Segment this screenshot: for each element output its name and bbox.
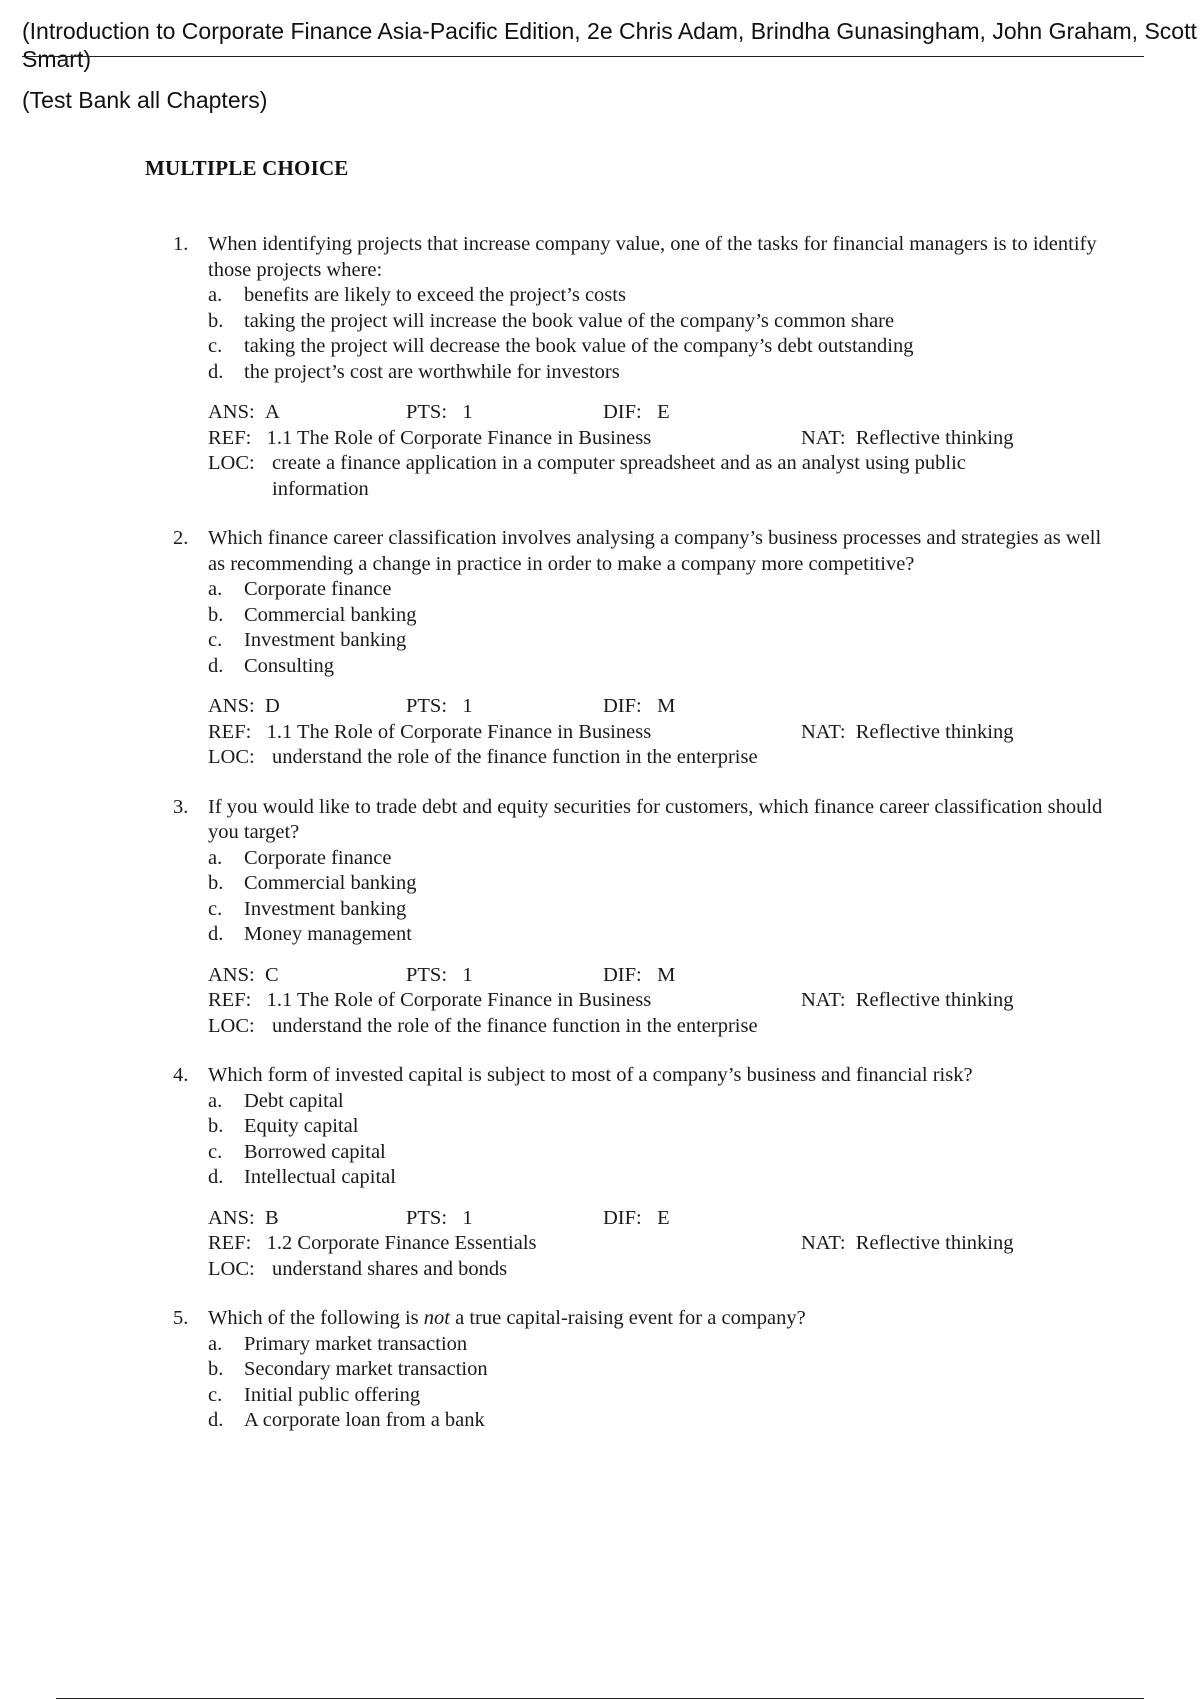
option-letter: d. [208,360,224,383]
option-letter: a. [208,1332,223,1355]
option-text: taking the project will decrease the book value of the company’s debt outstanding [244,335,914,357]
option-letter: d. [208,923,224,945]
option-letter: d. [208,1166,224,1188]
pts-label: PTS: [406,963,448,986]
loc-value: understand shares and bonds [272,1257,508,1280]
ref-label: REF: [208,989,252,1011]
option-letter: d. [208,1409,224,1431]
ans-label: ANS: [208,695,255,717]
option-text: Debt capital [244,1089,344,1112]
section-heading: MULTIPLE CHOICE [145,156,349,180]
meta-row-reference [208,1231,1080,1257]
option-letter: c. [208,1140,223,1163]
ans-value: A [264,401,280,423]
answer-option-a [208,283,1200,309]
question-number: 3. [173,795,189,818]
learning-objective [208,1014,1042,1040]
pts-label: PTS: [406,401,448,423]
national-standard [801,426,1014,452]
answer-option-c [208,1383,1200,1409]
loc-label: LOC: [208,1257,255,1280]
loc-value: create a finance application in a computer spreadsheet and as an analyst using public information [272,452,966,500]
answer-option-a [208,577,1200,603]
answer-option-a [208,1089,1200,1115]
pts-value: 1 [462,1206,473,1229]
question-number: 1. [173,233,189,255]
option-text: Borrowed capital [244,1140,386,1163]
question-3 [0,795,1200,1040]
meta-row-answer [208,963,1080,989]
answer-option-c [208,897,1200,923]
dif-label: DIF: [603,695,642,717]
answer-options [0,1089,1200,1191]
answer-option-d [208,360,1200,386]
reference [208,988,651,1014]
document-title: (Introduction to Corporate Finance Asia-Pacific Edition, 2e Chris Adam, Brindha Gunasingham, John Graham, Scott Smart) [22,18,1197,72]
nat-label: NAT: [801,426,846,449]
question-stem [0,232,1200,283]
meta-row-answer [208,1206,1080,1232]
answer-option-b [208,1357,1200,1383]
answer-options [0,283,1200,385]
ref-label: REF: [208,426,252,449]
answer-option-c [208,628,1200,654]
pts-label: PTS: [406,1206,448,1229]
answer-key [208,1206,279,1232]
option-letter: b. [208,872,224,894]
nat-value: Reflective thinking [855,989,1014,1011]
question-1 [0,232,1200,502]
footer-divider [56,1698,1144,1699]
question-list [0,232,1200,1458]
ans-value: B [264,1206,279,1229]
answer-option-a [208,846,1200,872]
ref-label: REF: [208,1232,252,1254]
question-text: When identifying projects that increase company value, one of the tasks for financial managers is to identify those projects where: [208,233,1097,281]
nat-value: Reflective thinking [855,1232,1014,1254]
answer-option-c [208,1140,1200,1166]
question-stem [0,526,1200,577]
loc-label: LOC: [208,1014,255,1037]
ans-label: ANS: [208,401,255,423]
answer-option-b [208,871,1200,897]
option-text: Commercial banking [244,872,417,894]
question-number: 2. [173,527,189,549]
loc-label: LOC: [208,746,255,768]
question-text: If you would like to trade debt and equity securities for customers, which finance career classification should you target? [208,795,1103,843]
answer-key [208,963,279,989]
dif-label: DIF: [603,1206,642,1229]
answer-options [0,846,1200,948]
reference [208,1231,537,1257]
answer-option-b [208,309,1200,335]
nat-value: Reflective thinking [855,720,1014,743]
nat-label: NAT: [801,989,846,1011]
nat-value: Reflective thinking [855,426,1014,449]
option-text: Money management [244,923,412,945]
dif-label: DIF: [603,963,642,986]
header-divider [22,56,1144,57]
option-letter: a. [208,284,223,306]
option-letter: a. [208,1089,223,1112]
ref-label: REF: [208,720,252,743]
option-text: A corporate loan from a bank [244,1409,485,1431]
option-letter: c. [208,897,223,920]
option-text: Initial public offering [244,1383,421,1406]
question-stem [0,1063,1200,1089]
nat-label: NAT: [801,720,846,743]
answer-key [208,694,280,720]
meta-row-reference [208,988,1080,1014]
dif-value: M [657,963,676,986]
dif-value: E [657,1206,670,1229]
meta-row-answer [208,694,1080,720]
difficulty [603,1206,670,1232]
answer-option-b [208,603,1200,629]
points [406,694,473,720]
learning-objective [208,451,1042,502]
question-number: 5. [173,1307,189,1329]
question-stem [0,1306,1200,1332]
option-letter: c. [208,335,223,357]
answer-key [208,400,280,426]
meta-row-answer [208,400,1080,426]
points [406,400,473,426]
option-text: Corporate finance [244,578,392,600]
question-4 [0,1063,1200,1282]
nat-label: NAT: [801,1232,846,1254]
loc-value: understand the role of the finance function in the enterprise [272,1014,758,1037]
national-standard [801,988,1014,1014]
option-text: the project’s cost are worthwhile for investors [244,360,620,383]
answer-metadata [0,1206,1200,1283]
answer-option-d [208,922,1200,948]
answer-metadata [0,963,1200,1040]
question-5 [0,1306,1200,1434]
option-text: benefits are likely to exceed the project’s costs [244,284,626,306]
question-text-after: a true capital-raising event for a company? [449,1307,806,1329]
question-stem [0,795,1200,846]
option-letter: a. [208,578,223,600]
points [406,963,473,989]
option-text: Equity capital [244,1115,359,1137]
ref-value: 1.1 The Role of Corporate Finance in Business [266,989,652,1011]
learning-objective [208,745,1042,771]
question-text-emphasis: not [423,1307,450,1329]
option-text: Primary market transaction [244,1332,468,1355]
option-letter: b. [208,1115,224,1137]
option-text: Secondary market transaction [244,1358,488,1380]
pts-value: 1 [462,695,473,717]
ans-label: ANS: [208,963,255,986]
ref-value: 1.1 The Role of Corporate Finance in Business [266,720,652,743]
dif-value: M [657,695,676,717]
ans-label: ANS: [208,1206,255,1229]
national-standard [801,1231,1014,1257]
question-2 [0,526,1200,771]
answer-option-a [208,1332,1200,1358]
answer-metadata [0,400,1200,502]
ref-value: 1.2 Corporate Finance Essentials [266,1232,537,1254]
pts-label: PTS: [406,695,448,717]
question-text: Which finance career classification involves analysing a company’s business processes and strategies as well as recommending a change in practice in order to make a company more competitive? [208,527,1102,575]
option-text: Corporate finance [244,846,392,869]
option-letter: d. [208,654,224,677]
answer-option-b [208,1114,1200,1140]
option-text: Investment banking [244,897,407,920]
question-text: Which form of invested capital is subject to most of a company’s business and financial risk? [208,1064,973,1086]
option-letter: c. [208,1383,223,1406]
national-standard [801,720,1014,746]
pts-value: 1 [462,401,473,423]
dif-label: DIF: [603,401,642,423]
loc-value: understand the role of the finance function in the enterprise [272,746,758,768]
reference [208,720,651,746]
option-text: taking the project will increase the book value of the company’s common share [244,309,895,332]
meta-row-reference [208,720,1080,746]
option-text: Consulting [244,654,334,677]
learning-objective [208,1257,1042,1283]
difficulty [603,400,670,426]
answer-metadata [0,694,1200,771]
ans-value: D [264,695,280,717]
reference [208,426,651,452]
answer-option-d [208,654,1200,680]
option-letter: a. [208,846,223,869]
meta-row-reference [208,426,1080,452]
answer-option-c [208,334,1200,360]
option-text: Intellectual capital [244,1166,396,1188]
loc-label: LOC: [208,452,255,474]
option-text: Commercial banking [244,603,417,626]
option-letter: b. [208,603,224,626]
difficulty [603,694,675,720]
question-text-before: Which of the following is [208,1307,424,1329]
pts-value: 1 [462,963,473,986]
points [406,1206,473,1232]
option-letter: b. [208,309,224,332]
option-text: Investment banking [244,629,407,651]
ans-value: C [264,963,279,986]
document-subtitle: (Test Bank all Chapters) [22,87,268,113]
answer-options [0,577,1200,679]
option-letter: b. [208,1358,224,1380]
ref-value: 1.1 The Role of Corporate Finance in Business [266,426,652,449]
difficulty [603,963,675,989]
option-letter: c. [208,629,223,651]
answer-option-d [208,1408,1200,1434]
answer-option-d [208,1165,1200,1191]
dif-value: E [657,401,670,423]
question-number: 4. [173,1064,189,1086]
answer-options [0,1332,1200,1434]
